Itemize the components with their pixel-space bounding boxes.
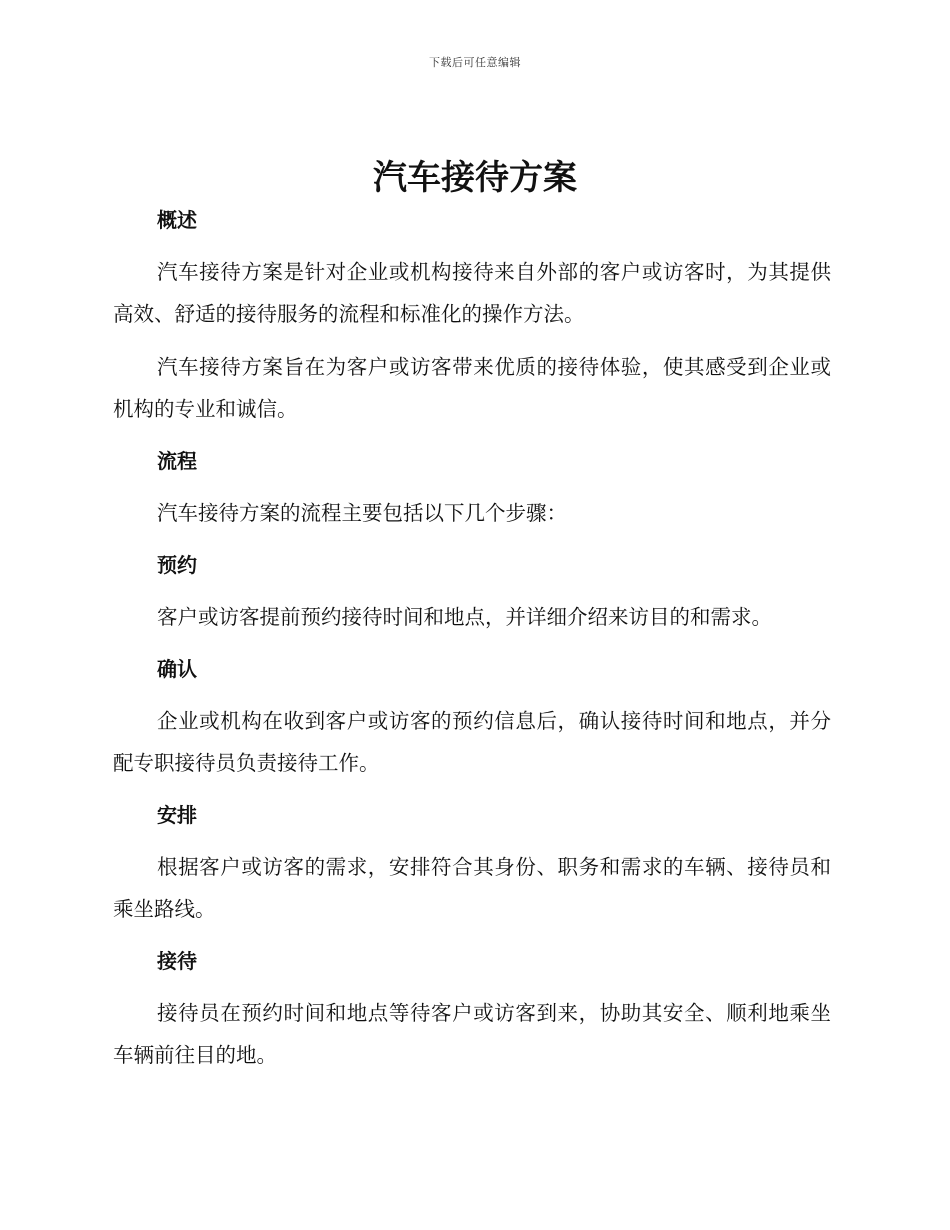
document-title: 汽车接待方案 (373, 158, 577, 198)
paragraph: 客户或访客提前预约接待时间和地点，并详细介绍来访目的和需求。 (157, 605, 772, 629)
paragraph: 接待员在预约时间和地点等待客户或访客到来，协助其安全、顺利地乘坐车辆前往目的地。 (113, 1001, 831, 1067)
section-heading-overview: 概述 (157, 208, 197, 232)
paragraph: 汽车接待方案旨在为客户或访客带来优质的接待体验，使其感受到企业或机构的专业和诚信。 (113, 355, 831, 421)
page-header-note: 下载后可任意编辑 (429, 56, 521, 69)
paragraph: 汽车接待方案是针对企业或机构接待来自外部的客户或访客时，为其提供高效、舒适的接待服务的流程和标准化的操作方法。 (113, 260, 831, 326)
paragraph: 企业或机构在收到客户或访客的预约信息后，确认接待时间和地点，并分配专职接待员负责接待工作。 (113, 709, 831, 775)
section-heading-process: 流程 (157, 449, 197, 473)
document-body (113, 200, 831, 1087)
section-heading-confirmation: 确认 (157, 657, 197, 681)
section-heading-reservation: 预约 (157, 553, 197, 577)
section-heading-arrangement: 安排 (157, 803, 197, 827)
paragraph: 汽车接待方案的流程主要包括以下几个步骤： (157, 501, 567, 525)
paragraph: 根据客户或访客的需求，安排符合其身份、职务和需求的车辆、接待员和乘坐路线。 (113, 855, 831, 921)
section-heading-reception: 接待 (157, 949, 197, 973)
